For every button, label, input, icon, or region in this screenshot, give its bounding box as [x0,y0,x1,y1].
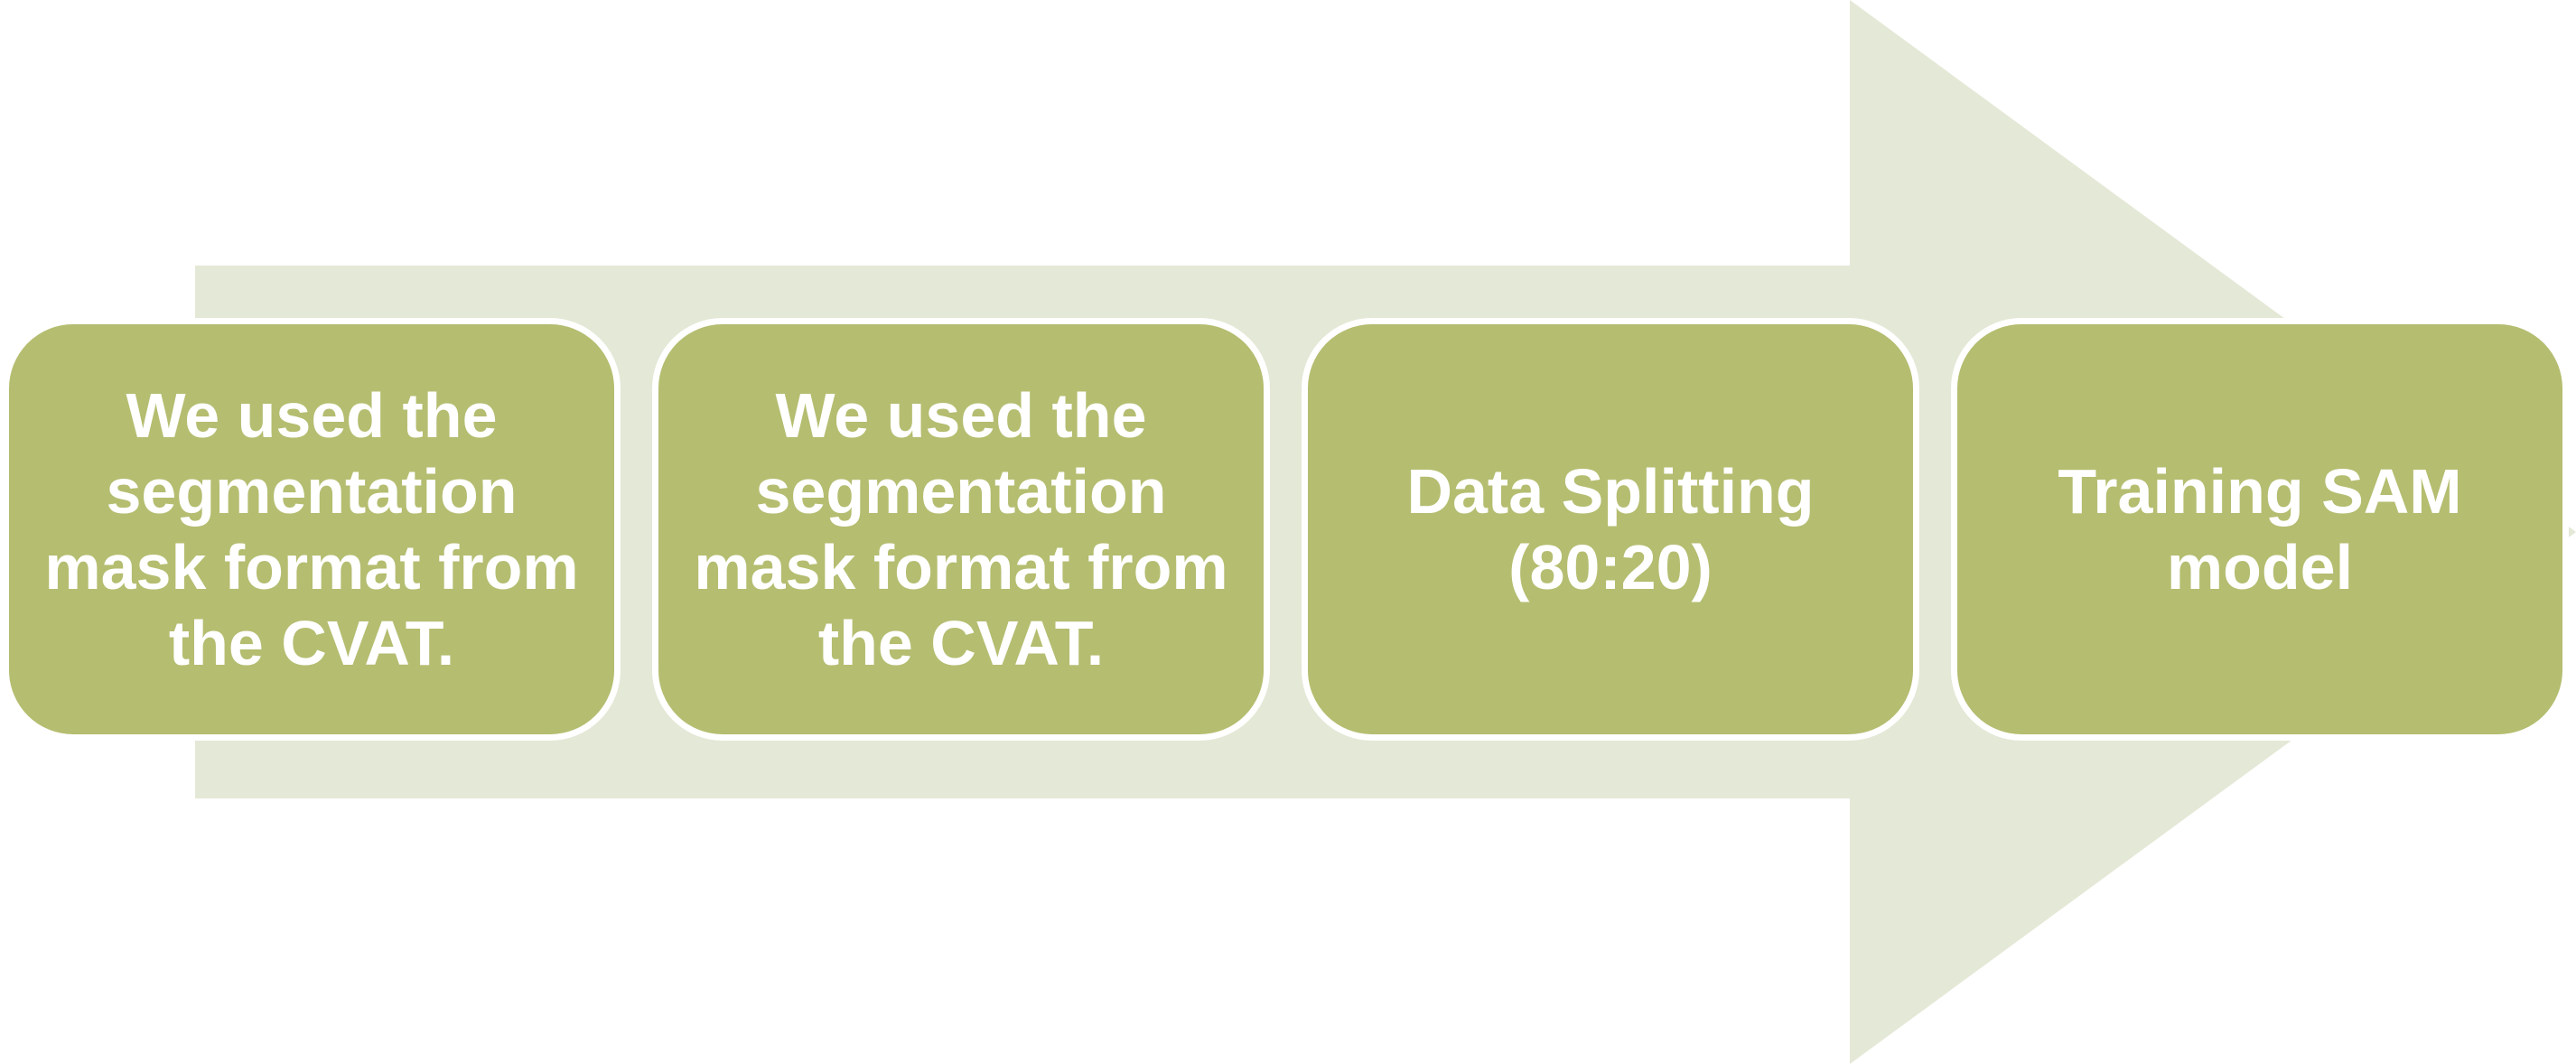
process-step-2 [652,318,1270,741]
process-step-1-label: We used the segmentation mask format from the CVAT. [44,380,579,678]
process-step-3-label: Data Splitting (80:20) [1406,456,1815,602]
process-step-2-label: We used the segmentation mask format from the CVAT. [694,380,1228,678]
process-step-4-label: Training SAM model [2058,456,2462,602]
process-step-1 [3,318,621,741]
process-step-3 [1302,318,1919,741]
process-step-4 [1951,318,2569,741]
